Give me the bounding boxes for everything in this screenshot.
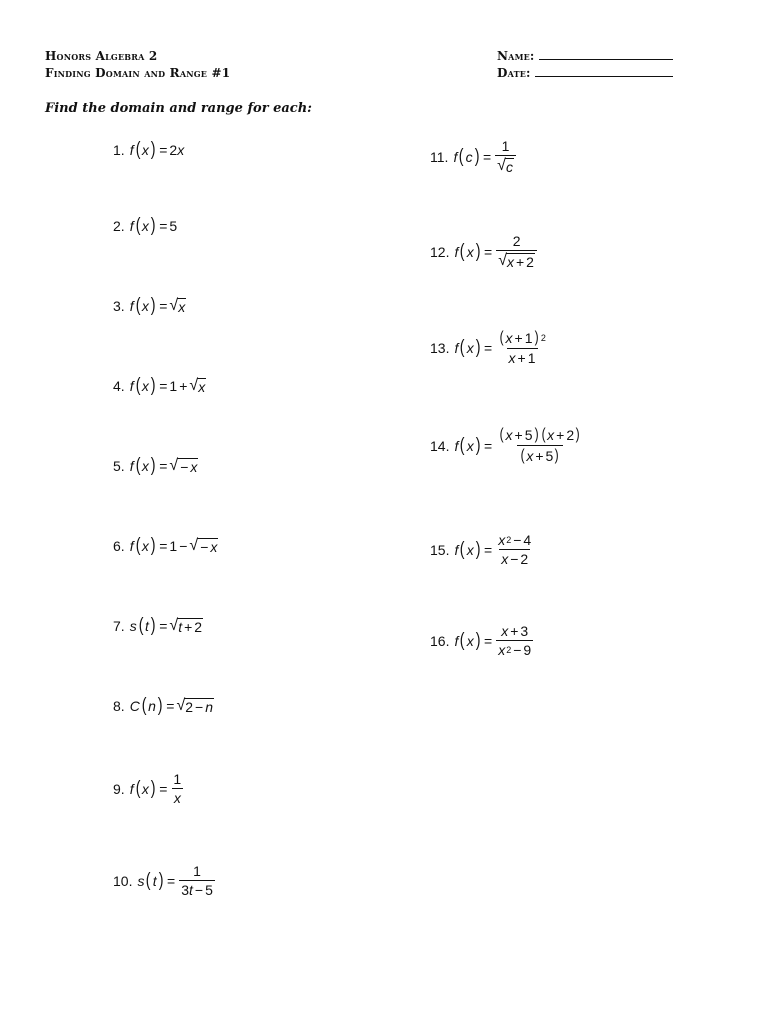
problem-16 (430, 624, 535, 657)
problem-12 (430, 234, 539, 269)
problem-6 (113, 536, 218, 555)
problem-5 (113, 456, 198, 475)
problem-10 (113, 864, 217, 897)
equation: f ( x ) = 1 + √ x (129, 375, 206, 396)
equation: s ( t ) = √ t + 2 (129, 615, 203, 636)
problem-number: 3. (113, 297, 125, 314)
equation: C ( n ) = √ 2 − n (129, 695, 214, 716)
equation: f ( x ) = ( x + 1 ) 2 x + 1 (454, 329, 546, 366)
problem-number: 13. (430, 339, 450, 356)
equation: f ( x ) = √ x (129, 295, 186, 316)
problem-8 (113, 696, 214, 715)
instructions: Find the domain and range for each: (45, 101, 312, 116)
problem-number: 7. (113, 617, 125, 634)
problem-number: 10. (113, 872, 133, 889)
problem-7 (113, 616, 203, 635)
problem-number: 6. (113, 537, 125, 554)
problem-4 (113, 376, 206, 395)
course-title: Honors Algebra 2 (45, 49, 158, 63)
problem-15 (430, 533, 535, 566)
problem-number: 15. (430, 541, 450, 558)
equation: f ( x ) = x 2 − 4 x − 2 (454, 532, 532, 567)
equation: f ( x ) = $\frac{1}{x}$ (129, 771, 182, 806)
equation: s ( t ) = 1 3 t − 5 (137, 863, 213, 898)
problem-1 (113, 140, 184, 159)
problem-2 (113, 216, 177, 235)
date-label: Date: (497, 66, 531, 80)
problem-number: 4. (113, 377, 125, 394)
date-field (497, 66, 673, 80)
problem-number: 11. (430, 148, 449, 165)
equation: f ( c ) = 1 √ c (453, 139, 518, 174)
equation: f ( x ) = √ − x (129, 455, 198, 476)
equation: f ( x ) = ( x + 5 ) ( x + 2 ) ( x + 5 ) (454, 426, 580, 464)
equation: f ( x ) = 1 − √ − x (129, 535, 218, 556)
problem-14 (430, 427, 585, 464)
problem-number: 16. (430, 632, 450, 649)
problem-number: 8. (113, 697, 125, 714)
problem-number: 12. (430, 243, 450, 260)
problem-number: 1. (113, 141, 125, 158)
equation: f ( x ) = 5 (129, 215, 178, 236)
equation: f ( x ) = x + 3 x 2 − 9 (454, 623, 532, 658)
problem-9 (113, 772, 185, 805)
name-label: Name: (497, 49, 535, 63)
equation: f ( x ) = 2 x (129, 139, 185, 160)
name-field (497, 49, 673, 63)
worksheet-title: Finding Domain and Range #1 (45, 66, 231, 80)
problem-11 (430, 139, 518, 174)
equation: f ( x ) = 2 √ x + 2 (454, 234, 539, 269)
problem-13 (430, 330, 550, 365)
date-blank (535, 66, 673, 77)
problem-3 (113, 296, 186, 315)
name-blank (539, 49, 673, 60)
problem-number: 5. (113, 457, 125, 474)
problem-number: 14. (430, 437, 450, 454)
problem-number: 9. (113, 780, 125, 797)
problem-number: 2. (113, 217, 125, 234)
